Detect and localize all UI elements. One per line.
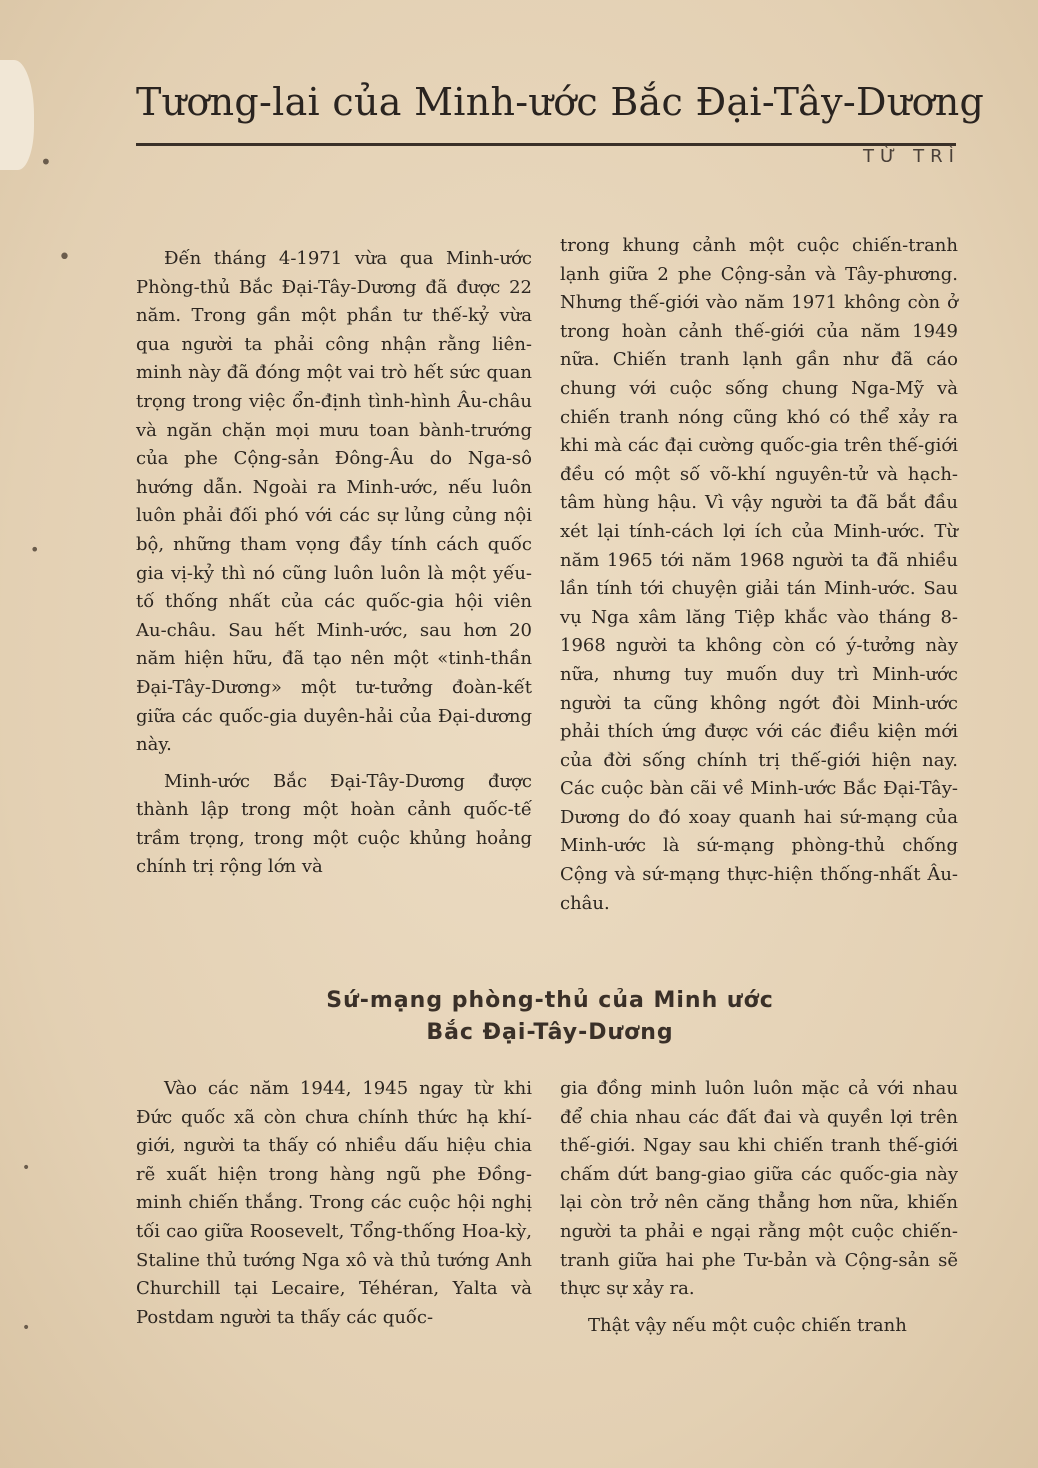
bullet-mark: •: [30, 540, 40, 559]
column-4: [560, 1075, 958, 1340]
article-title: Tương-lai của Minh-ước Bắc Đại-Tây-Dương: [136, 80, 985, 124]
column-2: [560, 232, 958, 918]
section-heading: [200, 985, 900, 1049]
author-byline: TỪ TRÌ: [863, 146, 960, 167]
column-3: [136, 1075, 532, 1332]
paragraph: Thật vậy nếu một cuộc chiến tranh: [588, 1314, 907, 1336]
paragraph: Vào các năm 1944, 1945 ngay từ khi Đức quốc xã còn chưa chính thức hạ khí-giới, người ta thấy có nhiều dấu hiệu chia rẽ xuất hiện trong hàng ngũ phe Đồng-minh chiến thắng. Trong các cuộc hội nghị tối cao giữa Roosevelt, Tổng-thống Hoa-kỳ, Staline thủ tướng Nga xô và thủ tướng Anh Churchill tại Lecaire, Téhéran, Yalta và Postdam người ta thấy các quốc-: [136, 1078, 532, 1328]
bullet-mark: •: [40, 150, 52, 174]
column-1: [136, 245, 532, 882]
paragraph: Đến tháng 4-1971 vừa qua Minh-ước Phòng-thủ Bắc Đại-Tây-Dương đã được 22 năm. Trong gần một phần tư thế-kỷ vừa qua người ta phải công nhận rằng liên-minh này đã đóng một vai trò hết sức quan trọng trong việc ổn-định tình-hình Âu-châu và ngăn chặn mọi mưu toan bành-trướng của phe Cộng-sản Đông-Âu do Nga-sô hướng dẫn. Ngoài ra Minh-ước, nếu luôn luôn phải đối phó với các sự lủng củng nội bộ, những tham vọng đầy tính cách quốc gia vị-kỷ thì nó cũng luôn luôn là một yếu-tố thống nhất của các quốc-gia hội viên Au-châu. Sau hết Minh-ước, sau hơn 20 năm hiện hữu, đã tạo nên một «tinh-thần Đại-Tây-Dương» một tư-tưởng đoàn-kết giữa các quốc-gia duyên-hải của Đại-dương này.: [136, 248, 532, 756]
paragraph: gia đồng minh luôn luôn mặc cả với nhau để chia nhau các đất đai và quyền lợi trên thế-giới. Ngay sau khi chiến tranh thế-giới chấm dứt bang-giao giữa các quốc-gia này lại còn trở nên căng thẳng hơn nữa, khiến người ta phải e ngại rằng một cuộc chiến-tranh giữa hai phe Tư-bản và Cộng-sản sẽ thực sự xảy ra.: [560, 1078, 958, 1300]
bullet-mark: •: [22, 1160, 31, 1176]
section-heading-line-2: Bắc Đại-Tây-Dương: [426, 1020, 674, 1045]
paragraph: trong khung cảnh một cuộc chiến-tranh lạnh giữa 2 phe Cộng-sản và Tây-phương. Nhưng thế-giới vào năm 1971 không còn ở trong hoàn cảnh thế-giới của năm 1949 nữa. Chiến tranh lạnh gần như đã cáo chung với cuộc sống chung Nga-Mỹ và chiến tranh nóng cũng khó có thể xảy ra khi mà các đại cường quốc-gia trên thế-giới đều có một số võ-khí nguyên-tử và hạch-tâm hùng hậu. Vì vậy người ta đã bắt đầu xét lại tính-cách lợi ích của Minh-ước. Từ năm 1965 tới năm 1968 người ta đã nhiều lần tính tới chuyện giải tán Minh-ước. Sau vụ Nga xâm lăng Tiệp khắc vào tháng 8-1968 người ta không còn có ý-tưởng này nữa, nhưng tuy muốn duy trì Minh-ước người ta cũng không ngớt đòi Minh-ước phải thích ứng được với các điều kiện mới của đời sống chính trị thế-giới hiện nay. Các cuộc bàn cãi về Minh-ước Bắc Đại-Tây-Dương do đó xoay quanh hai sứ-mạng của Minh-ước là sứ-mạng phòng-thủ chống Cộng và sứ-mạng thực-hiện thống-nhất Âu-châu.: [560, 235, 958, 914]
title-rule: [136, 143, 956, 146]
bullet-mark: •: [58, 245, 71, 270]
paragraph: Minh-ước Bắc Đại-Tây-Dương được thành lập trong một hoàn cảnh quốc-tế trầm trọng, trong một cuộc khủng hoảng chính trị rộng lớn và: [136, 770, 532, 878]
section-heading-line-1: Sứ-mạng phòng-thủ của Minh ước: [326, 988, 774, 1013]
torn-edge: [0, 60, 34, 170]
bullet-mark: •: [22, 1320, 31, 1336]
